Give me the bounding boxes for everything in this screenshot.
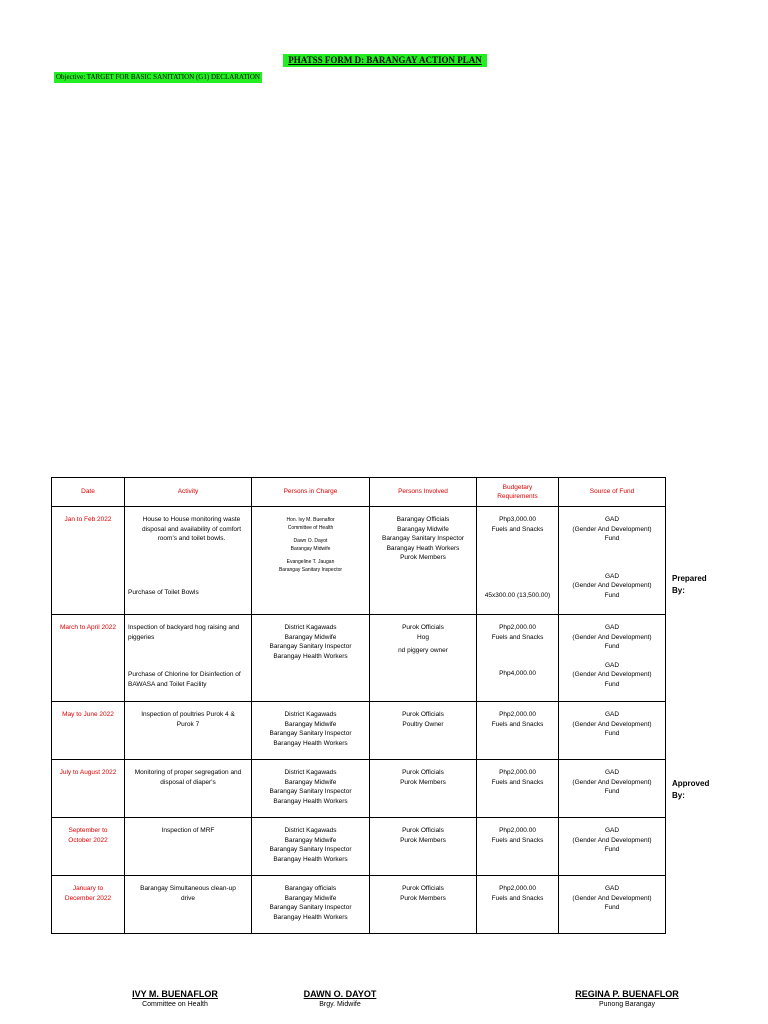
row-activity bbox=[125, 507, 252, 615]
header-budgetary: Budgetary Requirements bbox=[477, 478, 559, 507]
table-row bbox=[52, 615, 666, 702]
row-activity: Barangay Simultaneous clean-up drive bbox=[125, 876, 252, 934]
objective-line: Objective: TARGET FOR BASIC SANITATION (G1) DECLARATION bbox=[56, 73, 260, 81]
involved-text: nd piggery owner bbox=[398, 647, 448, 654]
row-persons-involved: Purok Officials Poultry Owner bbox=[370, 702, 477, 760]
row-activity: Monitoring of proper segregation and disposal of diaper's bbox=[125, 760, 252, 818]
header-date: Date bbox=[52, 478, 125, 507]
signatory-name: REGINA P. BUENAFLOR bbox=[575, 989, 679, 999]
approved-by-label: Approved By: bbox=[672, 779, 710, 800]
row-source: GAD (Gender And Development) Fund bbox=[559, 702, 666, 760]
row-persons-involved: Barangay Officials Barangay Midwife Barangay Sanitary Inspector Barangay Heath Workers Purok Members bbox=[370, 507, 477, 615]
row-persons-in-charge: District Kagawads Barangay Midwife Barangay Sanitary Inspector Barangay Health Workers bbox=[252, 760, 370, 818]
row-persons-involved: Purok Officials Purok Members bbox=[370, 876, 477, 934]
header-activity: Activity bbox=[125, 478, 252, 507]
signatory-name: DAWN O. DAYOT bbox=[303, 989, 377, 999]
prepared-by-label: Prepared By: bbox=[672, 574, 707, 595]
charge-role: Committee of Health bbox=[287, 524, 334, 531]
table-row bbox=[52, 876, 666, 934]
row-budget: Php2,000.00 Fuels and Snacks bbox=[477, 876, 559, 934]
row-source bbox=[559, 507, 666, 615]
row-persons-in-charge: District Kagawads Barangay Midwife Barangay Sanitary Inspector Barangay Health Workers bbox=[252, 818, 370, 876]
row-activity: Inspection of poultries Purok 4 & Purok 7 bbox=[125, 702, 252, 760]
signatory-midwife bbox=[285, 988, 395, 1010]
row-source bbox=[559, 615, 666, 702]
row-persons-in-charge: District Kagawads Barangay Midwife Barangay Sanitary Inspector Barangay Health Workers bbox=[252, 702, 370, 760]
row-budget: Php2,000.00 Fuels and Snacks bbox=[477, 818, 559, 876]
table-row bbox=[52, 760, 666, 818]
row-source: GAD (Gender And Development) Fund bbox=[559, 818, 666, 876]
action-plan-table bbox=[51, 477, 666, 934]
row-persons-involved: Purok Officials Purok Members bbox=[370, 760, 477, 818]
row-activity: Inspection of MRF bbox=[125, 818, 252, 876]
row-date: Jan to Feb 2022 bbox=[52, 507, 125, 615]
row-date: January to December 2022 bbox=[52, 876, 125, 934]
source-text: GAD (Gender And Development) Fund bbox=[572, 516, 652, 542]
table-row bbox=[52, 702, 666, 760]
form-title: PHATSS FORM D: BARANGAY ACTION PLAN bbox=[283, 54, 487, 67]
charge-name: Hon. Ivy M. Buenaflor bbox=[286, 517, 335, 523]
budget-text: Php4,000.00 bbox=[499, 670, 536, 677]
table-row bbox=[52, 507, 666, 615]
signatory-role: Brgy. Midwife bbox=[319, 1001, 361, 1008]
row-persons-in-charge bbox=[252, 507, 370, 615]
row-persons-in-charge: District Kagawads Barangay Midwife Barangay Sanitary Inspector Barangay Health Workers bbox=[252, 615, 370, 702]
header-source: Source of Fund bbox=[559, 478, 666, 507]
signatory-punong-barangay bbox=[567, 988, 687, 1010]
table-row bbox=[52, 818, 666, 876]
activity-text: Purchase of Chlorine for Disinfection of BAWASA and Toilet Facility bbox=[128, 671, 241, 688]
activity-text: Inspection of backyard hog raising and piggeries bbox=[128, 624, 240, 641]
budget-text: Php3,000.00 Fuels and Snacks bbox=[491, 516, 544, 533]
row-date: July to August 2022 bbox=[52, 760, 125, 818]
row-persons-in-charge: Barangay officials Barangay Midwife Barangay Sanitary Inspector Barangay Health Workers bbox=[252, 876, 370, 934]
row-source: GAD (Gender And Development) Fund bbox=[559, 876, 666, 934]
charge-name: Evangeline T. Jaugan bbox=[286, 559, 335, 565]
signatory-role: Committee on Health bbox=[142, 1001, 208, 1008]
signatory-name: IVY M. BUENAFLOR bbox=[132, 989, 218, 999]
budget-text: 45x300.00 (13,500.00) bbox=[484, 592, 551, 599]
row-date: March to April 2022 bbox=[52, 615, 125, 702]
row-budget bbox=[477, 507, 559, 615]
source-text: GAD (Gender And Development) Fund bbox=[572, 624, 652, 650]
row-date: May to June 2022 bbox=[52, 702, 125, 760]
row-date: September to October 2022 bbox=[52, 818, 125, 876]
row-persons-involved: Purok Officials Purok Members bbox=[370, 818, 477, 876]
signatory-role: Punong Barangay bbox=[598, 1001, 656, 1008]
budget-text: Php2,000.00 Fuels and Snacks bbox=[491, 624, 544, 641]
row-persons-involved bbox=[370, 615, 477, 702]
charge-role: Barangay Midwife bbox=[290, 545, 331, 552]
involved-text: Purok Officials Hog bbox=[402, 624, 444, 641]
activity-text: House to House monitoring waste disposal and availability of comfort room's and toilet bowls. bbox=[142, 516, 241, 542]
source-text: GAD (Gender And Development) Fund bbox=[572, 661, 652, 688]
charge-role: Barangay Sanitary Inspector bbox=[278, 566, 343, 573]
activity-text: Purchase of Toilet Bowls bbox=[128, 588, 199, 596]
source-text: GAD (Gender And Development) Fund bbox=[572, 572, 652, 599]
row-budget: Php2,000.00 Fuels and Snacks bbox=[477, 702, 559, 760]
table-header-row bbox=[52, 478, 666, 507]
header-persons-in-charge: Persons in Charge bbox=[252, 478, 370, 507]
header-persons-involved: Persons Involved bbox=[370, 478, 477, 507]
charge-name: Dawn O. Dayot bbox=[293, 538, 328, 544]
signatory-committee-health bbox=[120, 988, 230, 1010]
row-budget bbox=[477, 615, 559, 702]
row-activity bbox=[125, 615, 252, 702]
row-source: GAD (Gender And Development) Fund bbox=[559, 760, 666, 818]
row-budget: Php2,000.00 Fuels and Snacks bbox=[477, 760, 559, 818]
